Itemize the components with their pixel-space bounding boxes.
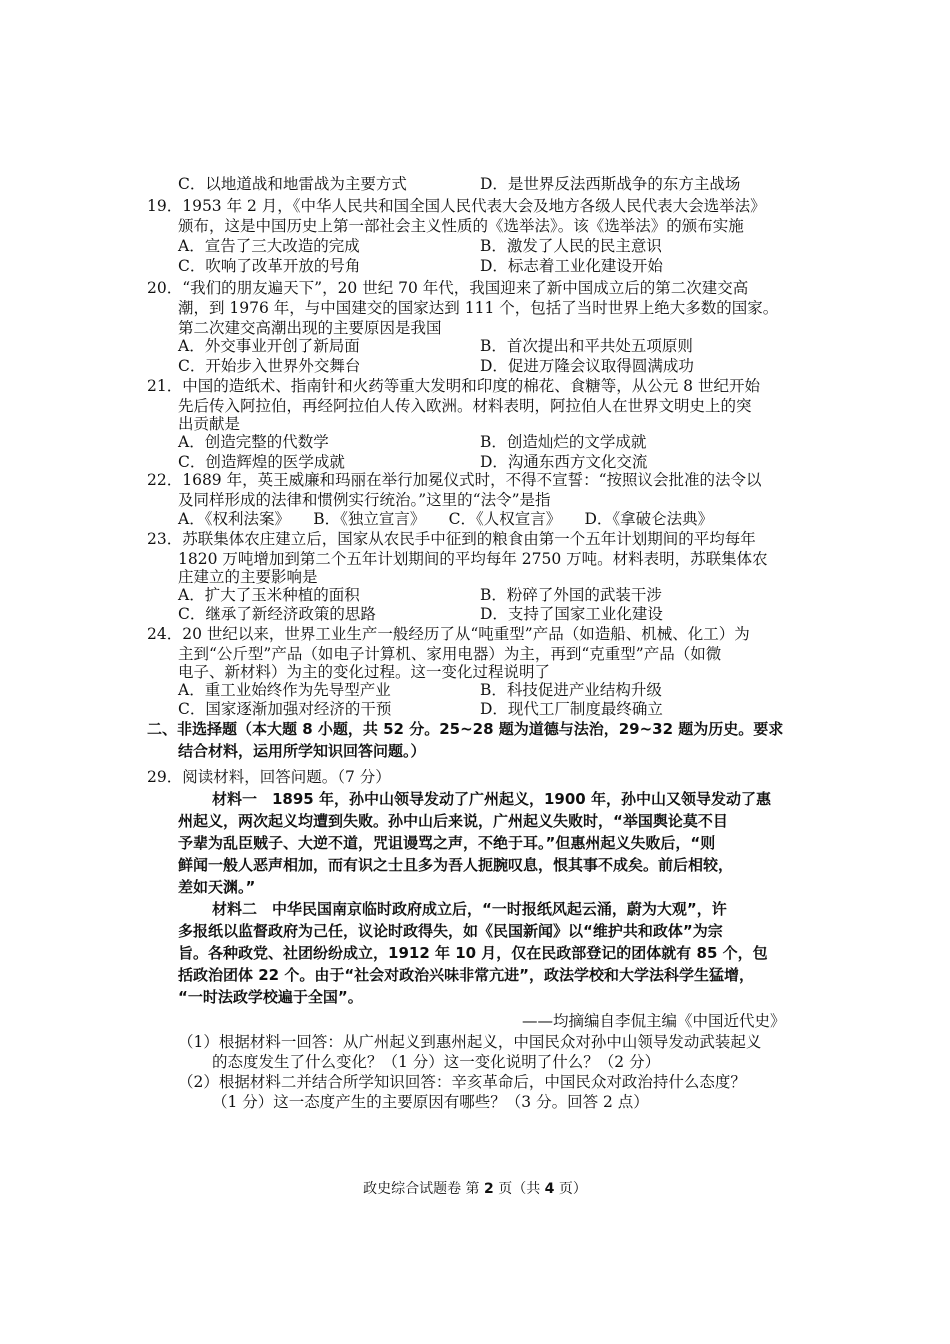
- footer-total-pages: 4: [544, 1181, 555, 1197]
- q21-stem-line1: 21．中国的造纸术、指南针和火药等重大发明和印度的棉花、食糖等，从公元 8 世纪开始: [147, 377, 760, 395]
- q23-stem-line2: 1820 万吨增加到第二个五年计划期间的平均每年 2750 万吨。材料表明，苏联集体农: [178, 550, 768, 568]
- material1-line2: 州起义，两次起义均遭到失败。孙中山后来说，广州起义失败时，“举国舆论莫不目: [178, 812, 728, 830]
- q29-sub2-line2: （1 分）这一态度产生的主要原因有哪些？（3 分。回答 2 点）: [212, 1093, 649, 1111]
- material1-line5: 差如天渊。”: [178, 878, 256, 896]
- q21-option-a: A．创造完整的代数学: [178, 433, 329, 451]
- q22-stem-line2: 及同样形成的法律和惯例实行统治。”这里的“法令”是指: [178, 491, 551, 509]
- q29-stem: 29．阅读材料，回答问题。（7 分）: [147, 768, 391, 786]
- q21-option-c: C．创造辉煌的医学成就: [178, 453, 345, 471]
- q23-stem-line3: 庄建立的主要影响是: [178, 568, 318, 586]
- q19-option-b: B．激发了人民的民主意识: [480, 237, 662, 255]
- q29-sub1-line1: （1）根据材料一回答：从广州起义到惠州起义，中国民众对孙中山领导发动武装起义: [178, 1033, 762, 1051]
- section2-heading-line1: 二、非选择题（本大题 8 小题，共 52 分。25~28 题为道德与法治，29~32 题为历史。要求: [147, 720, 784, 738]
- q21-stem-line3: 出贡献是: [178, 415, 241, 433]
- q22-options: A．《权利法案》 B．《独立宣言》 C．《人权宣言》 D．《拿破仑法典》: [178, 510, 714, 528]
- q19-stem-line2: 颁布，这是中国历史上第一部社会主义性质的《选举法》。该《选举法》的颁布实施: [178, 217, 744, 235]
- q20-stem-line1: 20．“我们的朋友遍天下”，20 世纪 70 年代，我国迎来了新中国成立后的第二次建交高: [147, 279, 749, 297]
- material2-line1: 材料二 中华民国南京临时政府成立后，“一时报纸风起云涌，蔚为大观”，许: [212, 900, 727, 918]
- q20-option-d: D．促进万隆会议取得圆满成功: [480, 357, 694, 375]
- q24-stem-line3: 电子、新材料）为主的变化过程。这一变化过程说明了: [178, 663, 551, 681]
- material2-line5: “一时法政学校遍于全国”。: [178, 988, 363, 1006]
- q21-option-b: B．创造灿烂的文学成就: [480, 433, 647, 451]
- q19-stem-line1: 19．1953 年 2 月，《中华人民共和国全国人民代表大会及地方各级人民代表大会选举法》: [147, 197, 766, 215]
- q19-option-c: C．吹响了改革开放的号角: [178, 257, 361, 275]
- q19-option-a: A．宣告了三大改造的完成: [178, 237, 360, 255]
- material2-line3: 旨。各种政党、社团纷纷成立，1912 年 10 月，仅在民政部登记的团体就有 85 个，包: [178, 944, 768, 962]
- q20-option-a: A．外交事业开创了新局面: [178, 337, 360, 355]
- q18-option-c: C．以地道战和地雷战为主要方式: [178, 175, 407, 193]
- q19-option-d: D．标志着工业化建设开始: [480, 257, 663, 275]
- q20-option-c: C．开始步入世界外交舞台: [178, 357, 361, 375]
- material1-line3: 予辈为乱臣贼子、大逆不道，咒诅谩骂之声，不绝于耳。”但惠州起义失败后，“则: [178, 834, 716, 852]
- section2-heading-line2: 结合材料，运用所学知识回答问题。）: [178, 742, 426, 760]
- footer-middle: 页（共: [493, 1181, 545, 1197]
- material2-line4: 括政治团体 22 个。由于“社会对政治兴味非常亢进”，政法学校和大学法科学生猛增，: [178, 966, 755, 984]
- q23-stem-line1: 23．苏联集体农庄建立后，国家从农民手中征到的粮食由第一个五年计划期间的平均每年: [147, 530, 756, 548]
- q24-option-d: D．现代工厂制度最终确立: [480, 700, 663, 718]
- q20-stem-line2: 潮，到 1976 年，与中国建交的国家达到 111 个，包括了当时世界上绝大多数的国家。: [178, 299, 779, 317]
- q24-stem-line1: 24．20 世纪以来，世界工业生产一般经历了从“吨重型”产品（如造船、机械、化工）为: [147, 625, 750, 643]
- q24-option-a: A．重工业始终作为先导型产业: [178, 681, 391, 699]
- footer-prefix: 政史综合试题卷 第: [363, 1181, 485, 1197]
- q24-stem-line2: 主到“公斤型”产品（如电子计算机、家用电器）为主，再到“克重型”产品（如微: [178, 645, 722, 663]
- q23-option-b: B．粉碎了外国的武装干涉: [480, 586, 662, 604]
- footer-suffix: 页）: [554, 1181, 587, 1197]
- q23-option-c: C．继承了新经济政策的思路: [178, 605, 376, 623]
- q29-sub1-line2: 的态度发生了什么变化？（1 分）这一变化说明了什么？（2 分）: [212, 1053, 661, 1071]
- material2-line2: 多报纸以监督政府为己任，议论时政得失，如《民国新闻》以“维护共和政体”为宗: [178, 922, 723, 940]
- material1-line4: 鲜闻一般人恶声相加，而有识之士且多为吾人扼腕叹息，恨其事不成矣。前后相较，: [178, 856, 734, 874]
- q18-option-d: D．是世界反法西斯战争的东方主战场: [480, 175, 741, 193]
- q24-option-b: B．科技促进产业结构升级: [480, 681, 662, 699]
- q23-option-a: A．扩大了玉米种植的面积: [178, 586, 360, 604]
- q29-sub2-line1: （2）根据材料二并结合所学知识回答：辛亥革命后，中国民众对政治持什么态度？: [178, 1073, 746, 1091]
- q21-stem-line2: 先后传入阿拉伯，再经阿拉伯人传入欧洲。材料表明，阿拉伯人在世界文明史上的突: [178, 397, 752, 415]
- q24-option-c: C．国家逐渐加强对经济的干预: [178, 700, 392, 718]
- q21-option-d: D．沟通东西方文化交流: [480, 453, 648, 471]
- q20-stem-line3: 第二次建交高潮出现的主要原因是我国: [178, 319, 442, 337]
- material1-line1: 材料一 1895 年，孙中山领导发动了广州起义，1900 年，孙中山又领导发动了惠: [212, 790, 771, 808]
- q20-option-b: B．首次提出和平共处五项原则: [480, 337, 693, 355]
- q22-stem-line1: 22．1689 年，英王威廉和玛丽在举行加冕仪式时，不得不宣誓：“按照议会批准的法令以: [147, 471, 762, 489]
- page-footer: [0, 1180, 950, 1198]
- footer-page-number: 2: [484, 1181, 494, 1197]
- material-source: ——均摘编自李侃主编《中国近代史》: [522, 1012, 786, 1030]
- q23-option-d: D．支持了国家工业化建设: [480, 605, 663, 623]
